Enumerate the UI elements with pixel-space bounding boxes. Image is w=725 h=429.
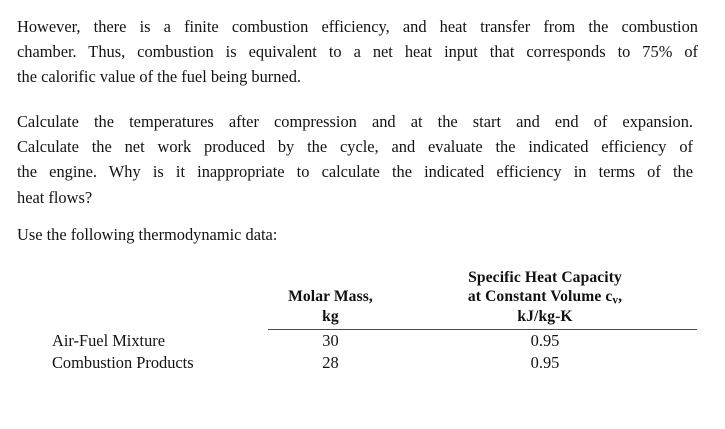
table-header-molar-mass-line-1: Molar Mass, [288,288,373,306]
table-header-specific-heat-line-2-prefix: at Constant Volume c [467,288,613,306]
paragraph-intro-line-2: chamber. Thus, combustion is equivalent to a net heat input that corresponds to 75% of [17,42,698,62]
table-header-name-column [17,268,268,330]
paragraph-intro-line-3: the calorific value of the fuel being burned. [17,67,301,87]
table-header-molar-mass-line-2: kg [322,307,339,325]
table-header-specific-heat-line-2-suffix: , [618,288,623,306]
table-row [17,352,697,374]
table-cell-cv: 0.95 [530,352,560,372]
table-header-specific-heat [393,268,697,330]
table-cell-molar-mass: 28 [322,352,339,372]
paragraph-question-line-4: heat flows? [17,187,93,207]
table-header-molar-mass [268,268,393,330]
table-header-cv-subscript: v [612,294,619,307]
table-cell-cv: 0.95 [530,331,560,351]
paragraph-question [17,109,693,210]
paragraph-intro [17,14,698,90]
paragraph-question-line-1: Calculate the temperatures after compression and at the start and end of expansion. [17,112,693,131]
table-header-row [17,268,697,330]
paragraph-question-line-2: Calculate the net work produced by the cycle, and evaluate the indicated efficiency of [17,137,693,157]
table-cell-substance-name: Air-Fuel Mixture [52,330,166,350]
table-row [17,330,697,352]
table-header-specific-heat-line-1: Specific Heat Capacity [468,269,622,286]
table-cell-molar-mass: 30 [322,331,339,351]
thermodynamic-data-table [17,268,697,373]
paragraph-question-line-3: the engine. Why is it inappropriate to calculate the indicated efficiency in terms of the [17,162,693,182]
table-header-specific-heat-line-3: kJ/kg-K [517,307,573,325]
table-cell-substance-name: Combustion Products [52,352,194,372]
paragraph-use-data-line-1: Use the following thermodynamic data: [17,225,278,244]
paragraph-intro-line-1: However, there is a finite combustion efficiency, and heat transfer from the combustion [17,17,698,36]
paragraph-use-data [17,222,517,247]
table-header-specific-heat-line-2 [393,287,697,306]
